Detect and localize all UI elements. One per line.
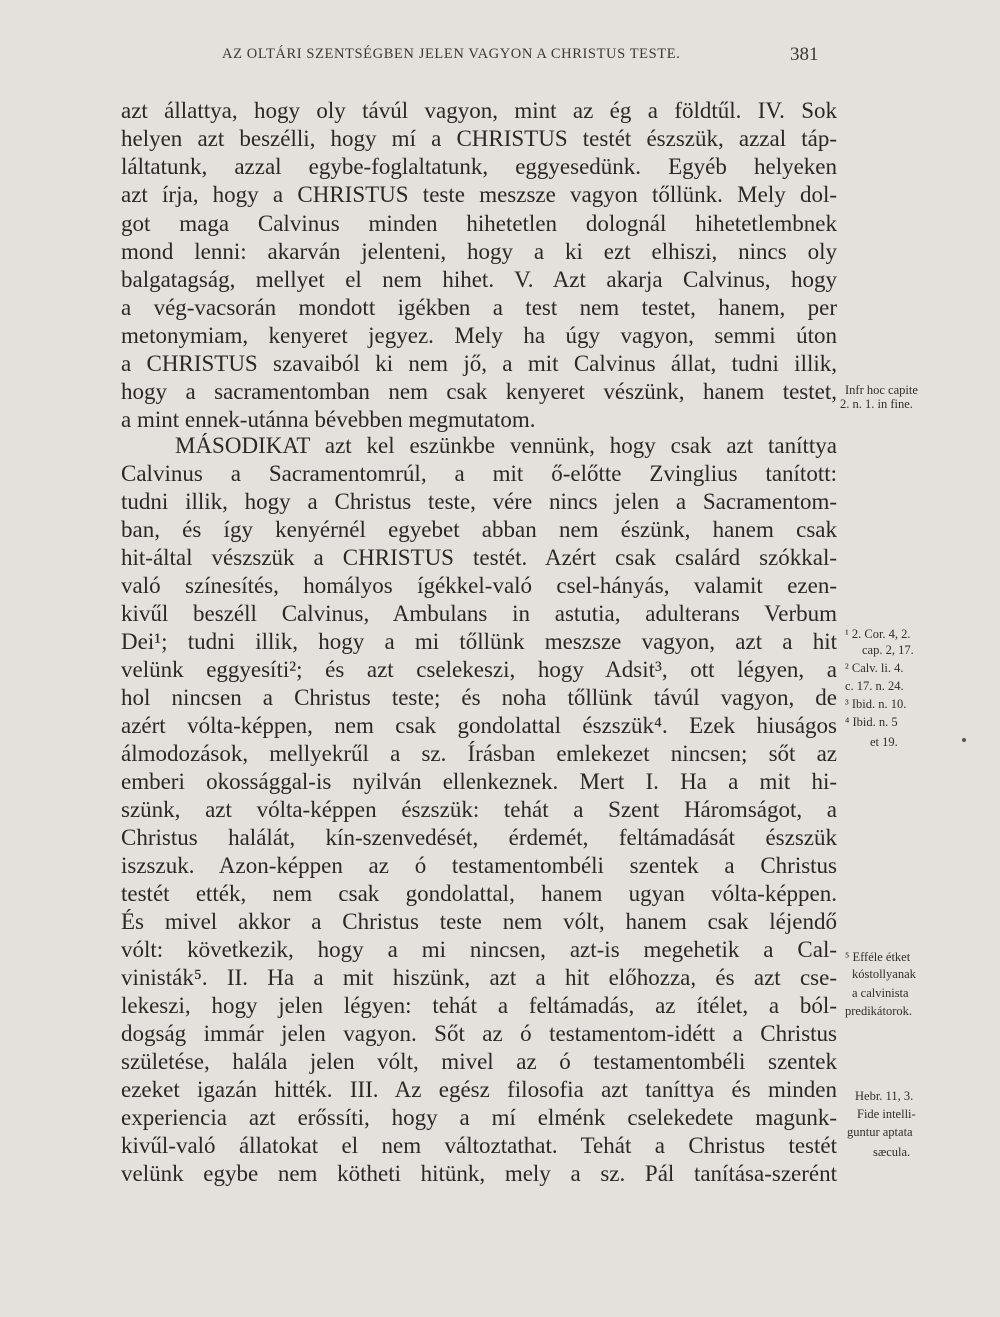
- margin-note: ⁴ Ibid. n. 5: [845, 715, 898, 729]
- text-line: hogy a sacramentomban nem csak kenyeret vészünk, hanem testet,: [121, 379, 837, 404]
- text-line: ezeket igazán hitték. III. Az egész filosofia azt taníttya és minden: [121, 1077, 837, 1102]
- text-line: metonymiam, kenyeret jegyez. Mely ha úgy vagyon, semmi úton: [121, 323, 837, 348]
- margin-note: Hebr. 11, 3.: [855, 1089, 914, 1103]
- margin-note: ³ Ibid. n. 10.: [845, 697, 907, 711]
- text-line: iszszuk. Azon-képpen az ó testamentombéli szentek a Christus: [121, 853, 837, 878]
- text-line: Calvinus a Sacramentomrúl, a mit ő-előtte Zvinglius tanított:: [121, 461, 837, 486]
- text-line: a vég-vacsorán mondott igékben a test nem testet, hanem, per: [121, 295, 837, 320]
- margin-note: guntur aptata: [847, 1125, 913, 1139]
- text-line: experiencia azt erőssíti, hogy a mí elménk cselekedete magunk-: [121, 1105, 837, 1130]
- text-line: Dei¹; tudni illik, hogy a mi tőllünk meszsze vagyon, azt a hit: [121, 629, 837, 654]
- text-line: való színesítés, homályos ígékkel-való csel-hányás, valamit ezen-: [121, 573, 837, 598]
- text-line: azt állattya, hogy oly távúl vagyon, mint az ég a földtűl. IV. Sok: [121, 98, 837, 123]
- text-line: velünk eggyesíti²; és azt cselekeszi, hogy Adsit³, ott légyen, a: [121, 657, 837, 682]
- margin-note: predikátorok.: [845, 1004, 912, 1018]
- margin-note: sæcula.: [873, 1145, 911, 1159]
- text-line: a CHRISTUS szavaiból ki nem jő, a mit Calvinus állat, tudni illik,: [121, 351, 837, 376]
- margin-note: ² Calv. li. 4.: [845, 661, 904, 675]
- text-line: hol nincsen a Christus teste; és noha tőllünk távúl vagyon, de: [121, 685, 837, 710]
- page-number: 381: [790, 44, 819, 65]
- text-line: vinisták⁵. II. Ha a mit hiszünk, azt a hit előhozza, és azt cse-: [121, 965, 837, 990]
- text-line: mond lenni: akarván jelenteni, hogy a ki ezt elhiszi, nincs oly: [121, 239, 837, 264]
- text-line: És mivel akkor a Christus teste nem vólt, hanem csak léjendő: [121, 909, 837, 934]
- margin-note: a calvinista: [852, 986, 909, 1000]
- text-line: emberi okossággal-is nyilván ellenkeznek. Mert I. Ha a mit hi-: [121, 769, 837, 794]
- margin-note: Infr hoc capite: [845, 383, 918, 397]
- text-line: a mint ennek-utánna bévebben megmutatom.: [121, 407, 536, 432]
- text-line: azt írja, hogy a CHRISTUS teste meszsze vagyon tőllünk. Mely dol-: [121, 182, 837, 207]
- text-line: születése, halála jelen vólt, mivel az ó testamentombéli szentek: [121, 1049, 837, 1074]
- text-line: vólt: következik, hogy a mi nincsen, azt-is megehetik a Cal-: [121, 937, 837, 962]
- text-line: dogság immár jelen vagyon. Sőt az ó testamentom-idétt a Christus: [121, 1021, 837, 1046]
- text-line: balgatagság, mellyet el nem hihet. V. Azt akarja Calvinus, hogy: [121, 267, 837, 292]
- text-line: tudni illik, hogy a Christus teste, vére nincs jelen a Sacramentom-: [121, 489, 837, 514]
- text-line: velünk egybe nem kötheti hitünk, mely a sz. Pál tanítása-szerént: [121, 1161, 837, 1186]
- margin-note: ¹ 2. Cor. 4, 2.: [845, 627, 911, 641]
- text-line: got maga Calvinus minden hihetetlen dolognál hihetetlembnek: [121, 211, 837, 236]
- margin-note: c. 17. n. 24.: [845, 679, 904, 693]
- text-line: azért vólta-képpen, nem csak gondolattal észszük⁴. Ezek hiuságos: [121, 713, 837, 738]
- running-title: AZ OLTÁRI SZENTSÉGBEN JELEN VAGYON A CHRISTUS TESTE.: [222, 46, 681, 62]
- margin-note: Fide intelli-: [857, 1107, 916, 1121]
- margin-note: ⁵ Efféle étket: [845, 950, 911, 964]
- margin-note: cap. 2, 17.: [862, 643, 914, 657]
- text-line: szünk, azt vólta-képpen észszük: tehát a Szent Háromságot, a: [121, 797, 837, 822]
- text-line: láltatunk, azzal egybe-foglaltatunk, eggyesedünk. Egyéb helyeken: [121, 154, 837, 179]
- text-line: hit-által vészszük a CHRISTUS testét. Azért csak csalárd szókkal-: [121, 545, 837, 570]
- text-line: testét ették, nem csak gondolattal, hanem ugyan vólta-képpen.: [121, 881, 837, 906]
- text-line: álmodozások, mellyekrűl a sz. Írásban emlekezet nincsen; sőt az: [121, 741, 837, 766]
- text-line: kivűl beszéll Calvinus, Ambulans in astutia, adulterans Verbum: [121, 601, 837, 626]
- margin-note: 2. n. 1. in fine.: [840, 397, 913, 411]
- text-line: lekeszi, hogy jelen légyen: tehát a feltámadás, az ítélet, a ból-: [121, 993, 837, 1018]
- text-line: helyen azt beszélli, hogy mí a CHRISTUS testét észszük, azzal táp-: [121, 126, 837, 151]
- text-line: MÁSODIKAT azt kel eszünkbe vennünk, hogy csak azt taníttya: [175, 433, 837, 458]
- text-line: Christus halálát, kín-szenvedését, érdemét, feltámadását észszük: [121, 825, 837, 850]
- margin-note: et 19.: [870, 735, 898, 749]
- text-line: ban, és így kenyérnél egyebet abban nem észünk, hanem csak: [121, 517, 837, 542]
- text-line: kivűl-való állatokat el nem változtathat. Tehát a Christus testét: [121, 1133, 837, 1158]
- margin-note: kóstollyanak: [852, 967, 916, 981]
- ink-speck: [962, 738, 966, 742]
